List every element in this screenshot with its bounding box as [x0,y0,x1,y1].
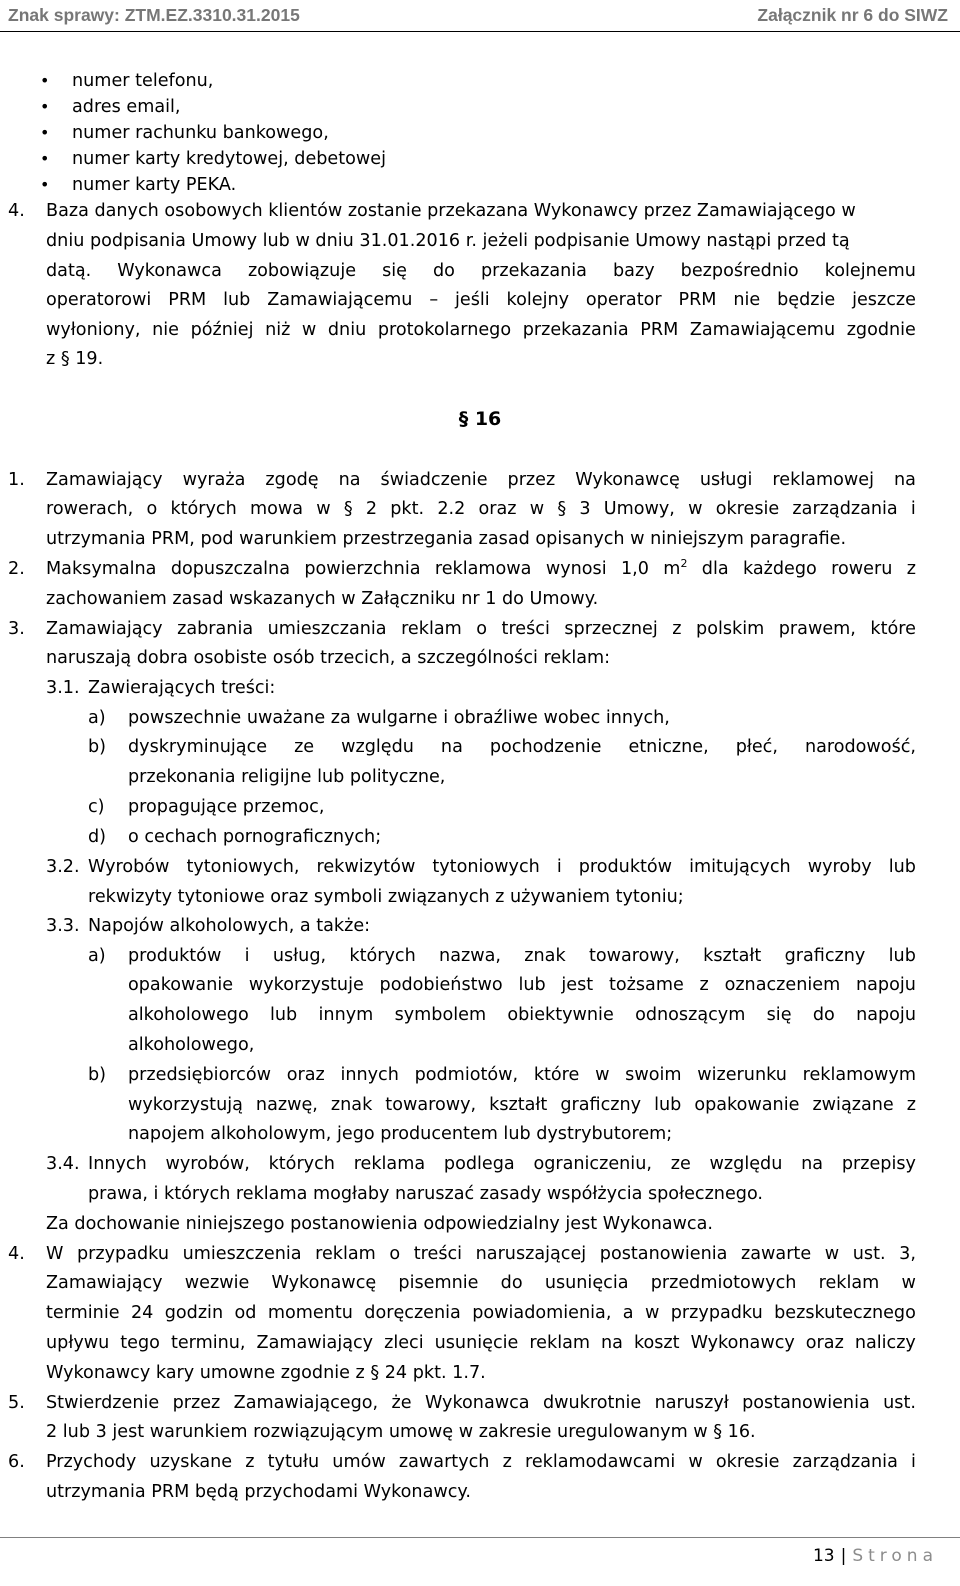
list-item: • numer karty PEKA. [40,175,237,195]
item-number: 4. [8,1244,25,1264]
text-line: 2 lub 3 jest warunkiem rozwiązującym umowę w zakresie uregulowanym w § 16. [46,1422,756,1442]
page-label: Strona [852,1546,938,1566]
text-line: z § 19. [46,349,104,369]
text-line: Zamawiający zabrania umieszczania reklam o treści sprzecznej z polskim prawem, które [46,619,916,639]
text-line: Wyrobów tytoniowych, rekwizytów tytoniowych i produktów imitujących wyroby lub [88,857,916,877]
text-line: Wykonawcy kary umowne zgodnie z § 24 pkt. 1.7. [46,1363,486,1383]
text-line: powszechnie uważane za wulgarne i obraźliwe wobec innych, [128,708,670,728]
item-number: 1. [8,470,25,490]
item-number: 4. [8,201,25,221]
list-item: • numer telefonu, [40,71,214,91]
letter-label: d) [88,827,107,847]
letter-label: a) [88,708,106,728]
text-line: naruszają dobra osobiste osób trzecich, a szczególności reklam: [46,648,611,668]
letter-label: a) [88,946,106,966]
text-line: utrzymania PRM będą przychodami Wykonawcy. [46,1482,471,1502]
text-line: Przychody uzyskane z tytułu umów zawartych z reklamodawcami w okresie zarządzania i [46,1452,916,1472]
text-line: propagujące przemoc, [128,797,325,817]
text-line: dniu podpisania Umowy lub w dniu 31.01.2016 r. jeżeli podpisanie Umowy nastąpi przed tą [46,231,850,251]
subitem-number: 3.1. [46,678,80,698]
page-number: 13 [812,1546,835,1566]
subitem-number: 3.4. [46,1154,80,1174]
footer-divider [0,1537,960,1538]
text-line: o cechach pornograficznych; [128,827,382,847]
text-line: upływu tego terminu, Zamawiający zleci usunięcie reklam na koszt Wykonawcy oraz naliczy [46,1333,916,1353]
text-line: alkoholowego, [128,1035,255,1055]
page-footer [813,1543,938,1569]
text-line: operatorowi PRM lub Zamawiającemu – jeśli kolejny operator PRM nie będzie jeszcze [46,290,916,310]
letter-label: b) [88,1065,107,1085]
section-title: § 16 [458,408,502,430]
text-line: alkoholowego lub innym symbolem obiektywnie odnoszącym się do napoju [128,1005,916,1025]
text-line: rekwizyty tytoniowe oraz symboli związanych z używaniem tytoniu; [88,887,684,907]
list-item: • numer karty kredytowej, debetowej [40,149,387,169]
list-item: • adres email, [40,97,181,117]
text-line: wyłoniony, nie później niż w dniu protokolarnego przekazania PRM Zamawiającemu zgodnie [46,320,916,340]
text-line: prawa, i których reklama mogłaby naruszać zasady współżycia społecznego. [88,1184,763,1204]
subitem-number: 3.3. [46,916,80,936]
case-number: Znak sprawy: ZTM.EZ.3310.31.2015 [8,4,300,25]
text-line: Innych wyrobów, których reklama podlega ograniczeniu, ze względu na przepisy [88,1154,916,1174]
text-line: opakowanie wykorzystuje podobieństwo lub jest tożsame z oznaczeniem napoju [128,975,916,995]
text-line: produktów i usług, których nazwa, znak towarowy, kształt graficzny lub [128,946,916,966]
header-divider [0,31,960,32]
item-number: 3. [8,619,25,639]
superscript: 2 [680,557,688,571]
text-line: zachowaniem zasad wskazanych w Załączniku nr 1 do Umowy. [46,589,599,609]
text-line: terminie 24 godzin od momentu doręczenia powiadomienia, a w przypadku bezskutecznego [46,1303,916,1323]
text-line: dyskryminujące ze względu na pochodzenie etniczne, płeć, narodowość, [128,737,916,757]
text-line: napojem alkoholowym, jego producentem lub dystrybutorem; [128,1124,673,1144]
text-line: Zamawiający wezwie Wykonawcę pisemnie do usunięcia przedmiotowych reklam w [46,1273,916,1293]
item-number: 2. [8,559,25,579]
page-header [8,0,948,30]
text-line: Za dochowanie niniejszego postanowienia odpowiedzialny jest Wykonawca. [46,1214,713,1234]
text-line: Baza danych osobowych klientów zostanie przekazana Wykonawcy przez Zamawiającego w [46,201,856,221]
text-line: Zawierających treści: [88,678,276,698]
text-line: wykorzystują nazwę, znak towarowy, kształt graficzny lub opakowanie związane z [128,1095,916,1115]
list-item: • numer rachunku bankowego, [40,123,329,143]
item-number: 6. [8,1452,25,1472]
item-number: 5. [8,1393,25,1413]
text-line: W przypadku umieszczenia reklam o treści naruszającej postanowienia zawarte w ust. 3, [46,1244,916,1264]
text-line: przekonania religijne lub polityczne, [128,767,446,787]
text-line: Napojów alkoholowych, a także: [88,916,371,936]
text-line: Stwierdzenie przez Zamawiającego, że Wykonawca dwukrotnie naruszył postanowienia ust. [46,1393,916,1413]
text-line: datą. Wykonawca zobowiązuje się do przekazania bazy bezpośrednio kolejnemu [46,261,916,281]
letter-label: c) [88,797,105,817]
text-line: rowerach, o których mowa w § 2 pkt. 2.2 oraz w § 3 Umowy, w okresie zarządzania i [46,499,916,519]
letter-label: b) [88,737,107,757]
subitem-number: 3.2. [46,857,80,877]
text-line: przedsiębiorców oraz innych podmiotów, które w swoim wizerunku reklamowym [128,1065,916,1085]
text-line: Maksymalna dopuszczalna powierzchnia reklamowa wynosi 1,0 $m^2$ dla każdego roweru z [46,557,916,579]
text-line: utrzymania PRM, pod warunkiem przestrzegania zasad opisanych w niniejszym paragrafie. [46,529,847,549]
text-line: Zamawiający wyraża zgodę na świadczenie przez Wykonawcę usługi reklamowej na [46,470,916,490]
footer-separator: | [840,1546,847,1566]
attachment-label: Załącznik nr 6 do SIWZ [757,4,948,25]
